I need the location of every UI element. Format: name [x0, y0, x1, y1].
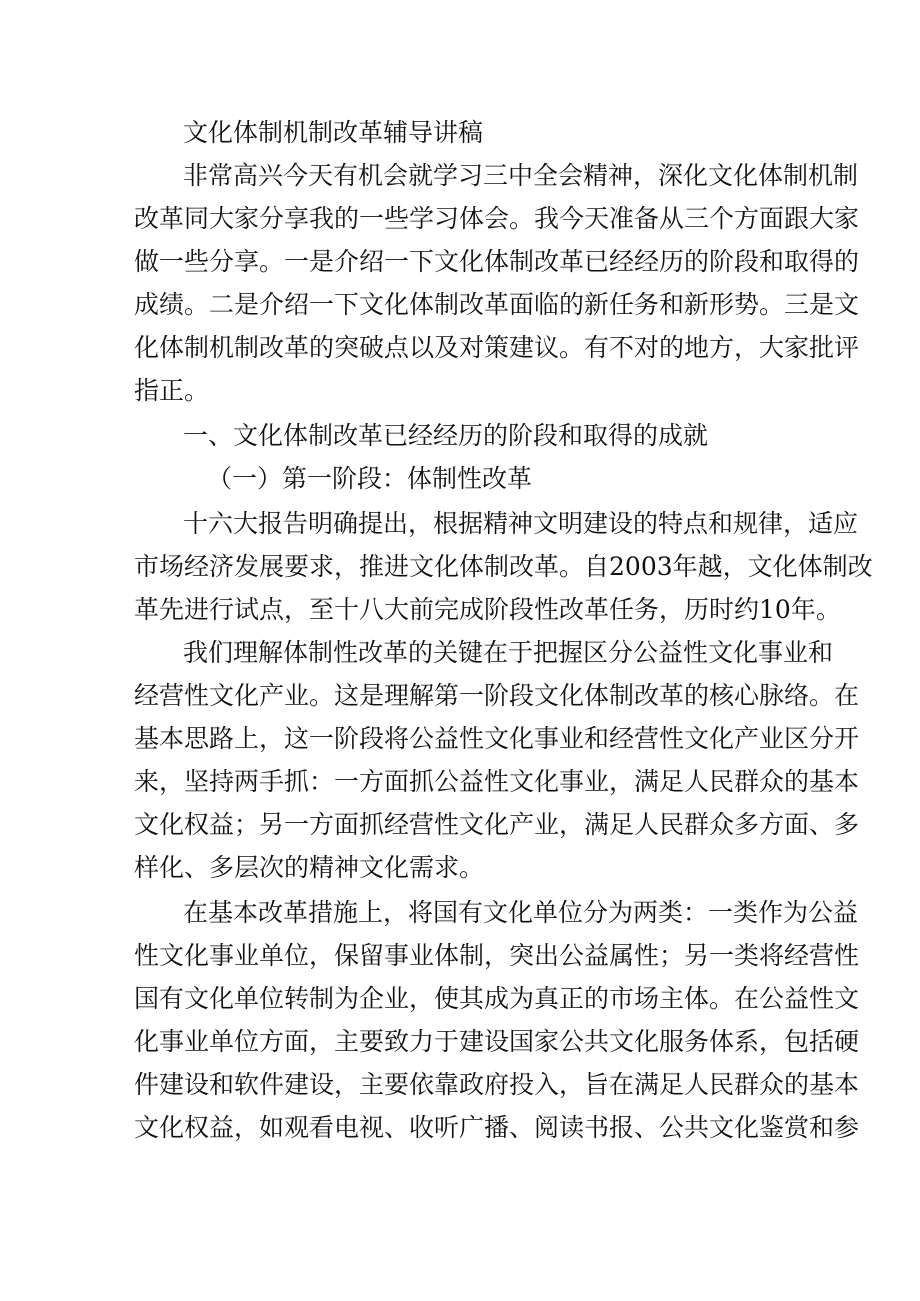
paragraph-2-line-3: 革先进行试点，至十八大前完成阶段性改革任务，历时约10年。 — [134, 595, 841, 624]
paragraph-4-line-3: 国有文化单位转制为企业，使其成为真正的市场主体。在公益性文 — [134, 984, 860, 1013]
paragraph-1-line-3: 做一些分享。一是介绍一下文化体制改革已经经历的阶段和取得的 — [134, 247, 860, 276]
paragraph-4-line-2: 性文化事业单位，保留事业体制，突出公益属性；另一类将经营性 — [134, 941, 860, 970]
paragraph-1-line-2: 改革同大家分享我的一些学习体会。我今天准备从三个方面跟大家 — [134, 204, 860, 233]
paragraph-4-line-5: 件建设和软件建设，主要依靠政府投入，旨在满足人民群众的基本 — [134, 1070, 860, 1099]
paragraph-3-line-4: 来，坚持两手抓：一方面抓公益性文化事业，满足人民群众的基本 — [134, 767, 860, 796]
paragraph-3-line-3: 基本思路上，这一阶段将公益性文化事业和经营性文化产业区分开 — [134, 724, 860, 753]
paragraph-3-line-1: 我们理解体制性改革的关键在于把握区分公益性文化事业和 — [183, 638, 834, 667]
paragraph-1-line-4: 成绩。二是介绍一下文化体制改革面临的新任务和新形势。三是文 — [134, 290, 860, 319]
paragraph-3-line-2: 经营性文化产业。这是理解第一阶段文化体制改革的核心脉络。在 — [134, 681, 860, 710]
subsection-heading-1: （一）第一阶段：体制性改革 — [207, 464, 533, 493]
document-title: 文化体制机制改革辅导讲稿 — [183, 118, 484, 147]
section-heading-1: 一、文化体制改革已经经历的阶段和取得的成就 — [183, 421, 709, 450]
paragraph-2-line-2: 市场经济发展要求，推进文化体制改革。自2003年越，文化体制改 — [134, 552, 873, 581]
paragraph-4-line-6: 文化权益，如观看电视、收听广播、阅读书报、公共文化鉴赏和参 — [134, 1113, 860, 1142]
paragraph-3-line-5: 文化权益；另一方面抓经营性文化产业，满足人民群众多方面、多 — [134, 810, 860, 839]
paragraph-4-line-4: 化事业单位方面，主要致力于建设国家公共文化服务体系，包括硬 — [134, 1027, 860, 1056]
paragraph-3-line-6: 样化、多层次的精神文化需求。 — [134, 853, 485, 882]
paragraph-1-line-6: 指正。 — [134, 376, 210, 405]
paragraph-1-line-5: 化体制机制改革的突破点以及对策建议。有不对的地方，大家批评 — [134, 333, 860, 362]
paragraph-2-line-1: 十六大报告明确提出，根据精神文明建设的特点和规律，适应 — [183, 509, 859, 538]
paragraph-1-line-1: 非常高兴今天有机会就学习三中全会精神，深化文化体制机制 — [183, 161, 859, 190]
paragraph-4-line-1: 在基本改革措施上，将国有文化单位分为两类：一类作为公益 — [183, 898, 859, 927]
